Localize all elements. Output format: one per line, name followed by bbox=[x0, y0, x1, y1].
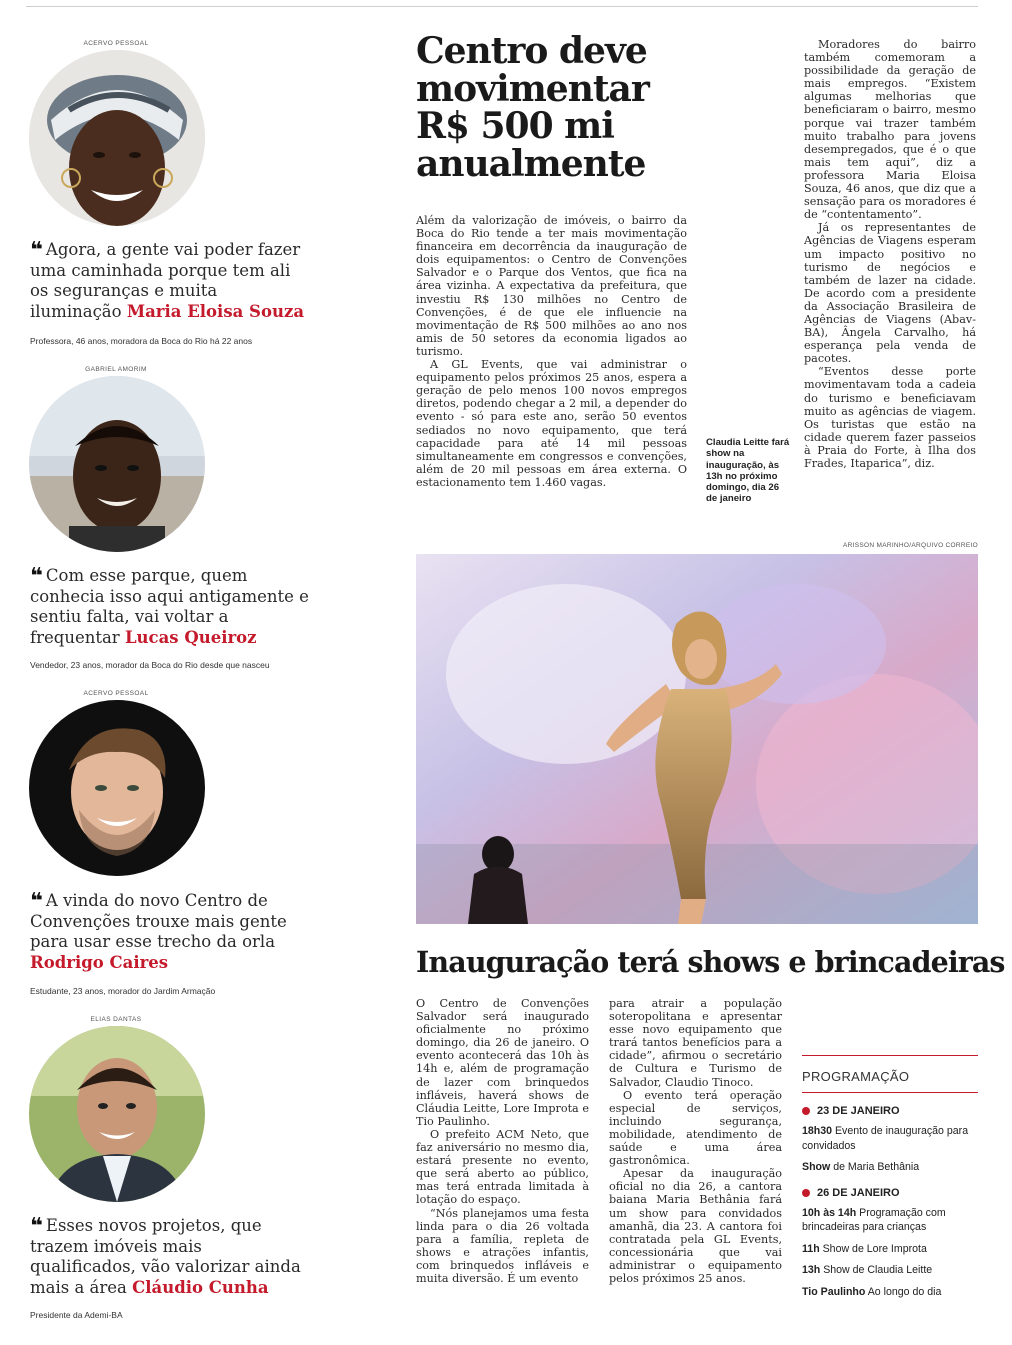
main-photo-claudia-leitte bbox=[416, 554, 978, 924]
program-item-time: 11h bbox=[802, 1242, 820, 1255]
quote-text: Esses novos projetos, que trazem imóveis mais qualificados, vão valorizar ainda mais a área bbox=[30, 1216, 301, 1297]
program-title: PROGRAMAÇÃO bbox=[802, 1069, 910, 1084]
article1-paragraph: Já os representantes de Agências de Viagens esperam um impacto positivo no turismo de negócios e também de lazer na cidade. De acordo com a presidente da Associação Brasileira de Agências de Viagens (Abav-BA), Ângela Carvalho, há esperança pela venda de pacotes. bbox=[804, 221, 976, 366]
portrait-maria-eloisa bbox=[29, 50, 205, 226]
program-date-1 bbox=[802, 1105, 978, 1117]
quote-text: Agora, a gente vai poder fazer uma caminhada porque tem ali os seguranças e muita iluminação bbox=[30, 240, 301, 321]
quote-text: Com esse parque, quem conhecia isso aqui antigamente e sentiu falta, vai voltar a frequentar bbox=[30, 566, 309, 647]
article2-paragraph: O evento terá operação especial de serviços, incluindo segurança, mobilidade, atendimento de saúde e uma área gastronômica. bbox=[609, 1088, 782, 1168]
program-item-text: Ao longo do dia bbox=[865, 1285, 942, 1298]
program-date-label: 23 DE JANEIRO bbox=[817, 1105, 900, 1117]
bullet-dot-icon bbox=[802, 1107, 810, 1115]
program-item-time: Tio Paulinho bbox=[802, 1285, 866, 1298]
program-item bbox=[802, 1242, 978, 1257]
program-title-rule bbox=[802, 1092, 978, 1093]
quote-4 bbox=[30, 1216, 310, 1298]
quote-text: A vinda do novo Centro de Convenções trouxe mais gente para usar esse trecho da orla bbox=[30, 891, 287, 951]
article2-paragraph: “Nós planejamos uma festa linda para o dia 26 voltada para a família, repleta de shows e atrações infantis, com brinquedos infláveis e muita diversão. É um evento bbox=[416, 1206, 589, 1285]
article1-paragraph: “Eventos desse porte movimentavam toda a cadeia do turismo e beneficiavam muito as agências de viagem. Os turistas que estão na cidade querem fazer passeios à Praia do Forte, à Ilha dos Frades, Itaparica”, diz. bbox=[804, 365, 976, 470]
article1-paragraph: A GL Events, que vai administrar o equipamento pelos próximos 25 anos, espera a geração de pelo menos 100 novos empregos diretos, podendo chegar a 2 mil, a depender do evento - só para este ano, serão 50 eventos sediados no novo equipamento, que terá capacidade para até 14 mil pessoas simultaneamente em congressos e convenções, além de 20 mil pessoas em área externa. O estacionamento tem 1.460 vagas. bbox=[416, 358, 687, 489]
article2-paragraph: para atrair a população soteropolitana e apresentar esse novo equipamento que trará tantos benefícios para a cidade”, afirmou o secretário de Cultura e Turismo de Salvador, Claudio Tinoco. bbox=[609, 997, 782, 1089]
portrait-lucas-queiroz bbox=[29, 376, 205, 552]
article1-paragraph: Moradores do bairro também comemoram a possibilidade da geração de mais empregos. “Existem algumas melhorias que beneficiaram o bairro, mesmo porque vai trazer também muito trabalho para jovens desempregados, que é o que mais tem aqui”, diz a professora Maria Eloisa Souza, 46 anos, que diz que a sensação para os moradores é de “contentamento”. bbox=[804, 38, 976, 222]
program-item-text: Programação com brincadeiras para crianças bbox=[802, 1206, 946, 1233]
photo-credit-2: GABRIEL AMORIM bbox=[85, 366, 147, 373]
quote-mark-icon: ❝ bbox=[30, 889, 41, 914]
article2-column-1 bbox=[416, 997, 589, 1285]
quote-mark-icon: ❝ bbox=[30, 564, 41, 589]
article2-column-2 bbox=[609, 997, 782, 1285]
photo-caption: Claudia Leitte fará show na inauguração, às 13h no próximo domingo, dia 26 de janeiro bbox=[706, 437, 790, 505]
photo-credit-1: ACERVO PESSOAL bbox=[83, 40, 149, 47]
article2-headline: Inauguração terá shows e brincadeiras bbox=[416, 945, 1005, 979]
program-item-text: Show de Claudia Leitte bbox=[820, 1264, 933, 1276]
quote-author: Rodrigo Caires bbox=[30, 952, 169, 972]
article-headline: Centro deve movimentar R$ 500 mi anualmente bbox=[416, 30, 649, 185]
program-box bbox=[802, 1055, 978, 1299]
photo-credit-3: ACERVO PESSOAL bbox=[83, 690, 149, 697]
program-item-time: 13h bbox=[802, 1264, 821, 1276]
article1-column-2 bbox=[804, 38, 976, 470]
article1-column-1 bbox=[416, 214, 687, 489]
bullet-dot-icon bbox=[802, 1189, 810, 1197]
program-top-rule bbox=[802, 1055, 978, 1056]
quote-1 bbox=[30, 240, 310, 322]
quote-caption-4: Presidente da Ademi-BA bbox=[30, 1310, 123, 1320]
quote-caption-2: Vendedor, 23 anos, morador da Boca do Rio desde que nasceu bbox=[30, 660, 270, 670]
program-item-time: 18h30 bbox=[802, 1125, 833, 1137]
article1-paragraph: Além da valorização de imóveis, o bairro da Boca do Rio tende a ter mais movimentação financeira em decorrência da inauguração de dois equipamentos: o Centro de Convenções Salvador e o Parque dos Ventos, que fica na área vizinha. A expectativa da prefeitura, que investiu R$ 130 milhões no Centro de Convenções, é de que ele influencie na movimentação de R$ 500 milhões ao ano nos amis de 50 setores da economia ligados ao turismo. bbox=[416, 214, 687, 358]
quote-mark-icon: ❝ bbox=[30, 238, 41, 263]
portrait-rodrigo-caires bbox=[29, 700, 205, 876]
quote-3 bbox=[30, 891, 310, 973]
program-item bbox=[802, 1285, 978, 1300]
quote-author: Maria Eloisa Souza bbox=[126, 301, 305, 321]
program-item-time: 10h às 14h bbox=[802, 1206, 857, 1219]
quote-author: Lucas Queiroz bbox=[124, 627, 257, 647]
article2-paragraph: O prefeito ACM Neto, que faz aniversário no mesmo dia, estará presente no evento, que será aberto ao público, mas terá entrada limitada à lotação do espaço. bbox=[416, 1127, 589, 1207]
program-item bbox=[802, 1160, 978, 1175]
quote-author: Cláudio Cunha bbox=[132, 1277, 269, 1297]
quote-caption-3: Estudante, 23 anos, morador do Jardim Armação bbox=[30, 986, 216, 996]
main-photo-credit: ARISSON MARINHO/ARQUIVO CORREIO bbox=[843, 542, 978, 549]
portrait-claudio-cunha bbox=[29, 1026, 205, 1202]
top-rule bbox=[26, 6, 978, 7]
program-item-time: Show bbox=[802, 1161, 831, 1173]
program-item-text: Show de Lore Improta bbox=[819, 1242, 927, 1255]
program-item bbox=[802, 1263, 978, 1278]
program-item-text: de Maria Bethânia bbox=[830, 1161, 920, 1173]
quote-caption-1: Professora, 46 anos, moradora da Boca do Rio há 22 anos bbox=[30, 336, 253, 346]
quote-mark-icon: ❝ bbox=[30, 1214, 41, 1239]
article2-paragraph: O Centro de Convenções Salvador será inaugurado oficialmente no próximo domingo, dia 26 de janeiro. O evento acontecerá das 10h às 14h e, além de programação de lazer com brinquedos infláveis, haverá shows de Cláudia Leitte, Lore Improta e Tio Paulinho. bbox=[416, 997, 589, 1128]
program-date-label: 26 DE JANEIRO bbox=[817, 1186, 900, 1199]
program-item bbox=[802, 1124, 978, 1153]
photo-credit-4: ELIAS DANTAS bbox=[90, 1016, 142, 1023]
program-item bbox=[802, 1206, 978, 1235]
quote-2 bbox=[30, 566, 310, 648]
program-date-2 bbox=[802, 1187, 978, 1199]
program-item-text: Evento de inauguração para convidados bbox=[802, 1125, 969, 1152]
article2-paragraph: Apesar da inauguração oficial no dia 26, a cantora baiana Maria Bethânia fará um show para convidados amanhã, dia 23. A cantora foi contratada pela GL Events, concessionária que vai administrar o equipamento pelos próximos 25 anos. bbox=[609, 1167, 782, 1285]
